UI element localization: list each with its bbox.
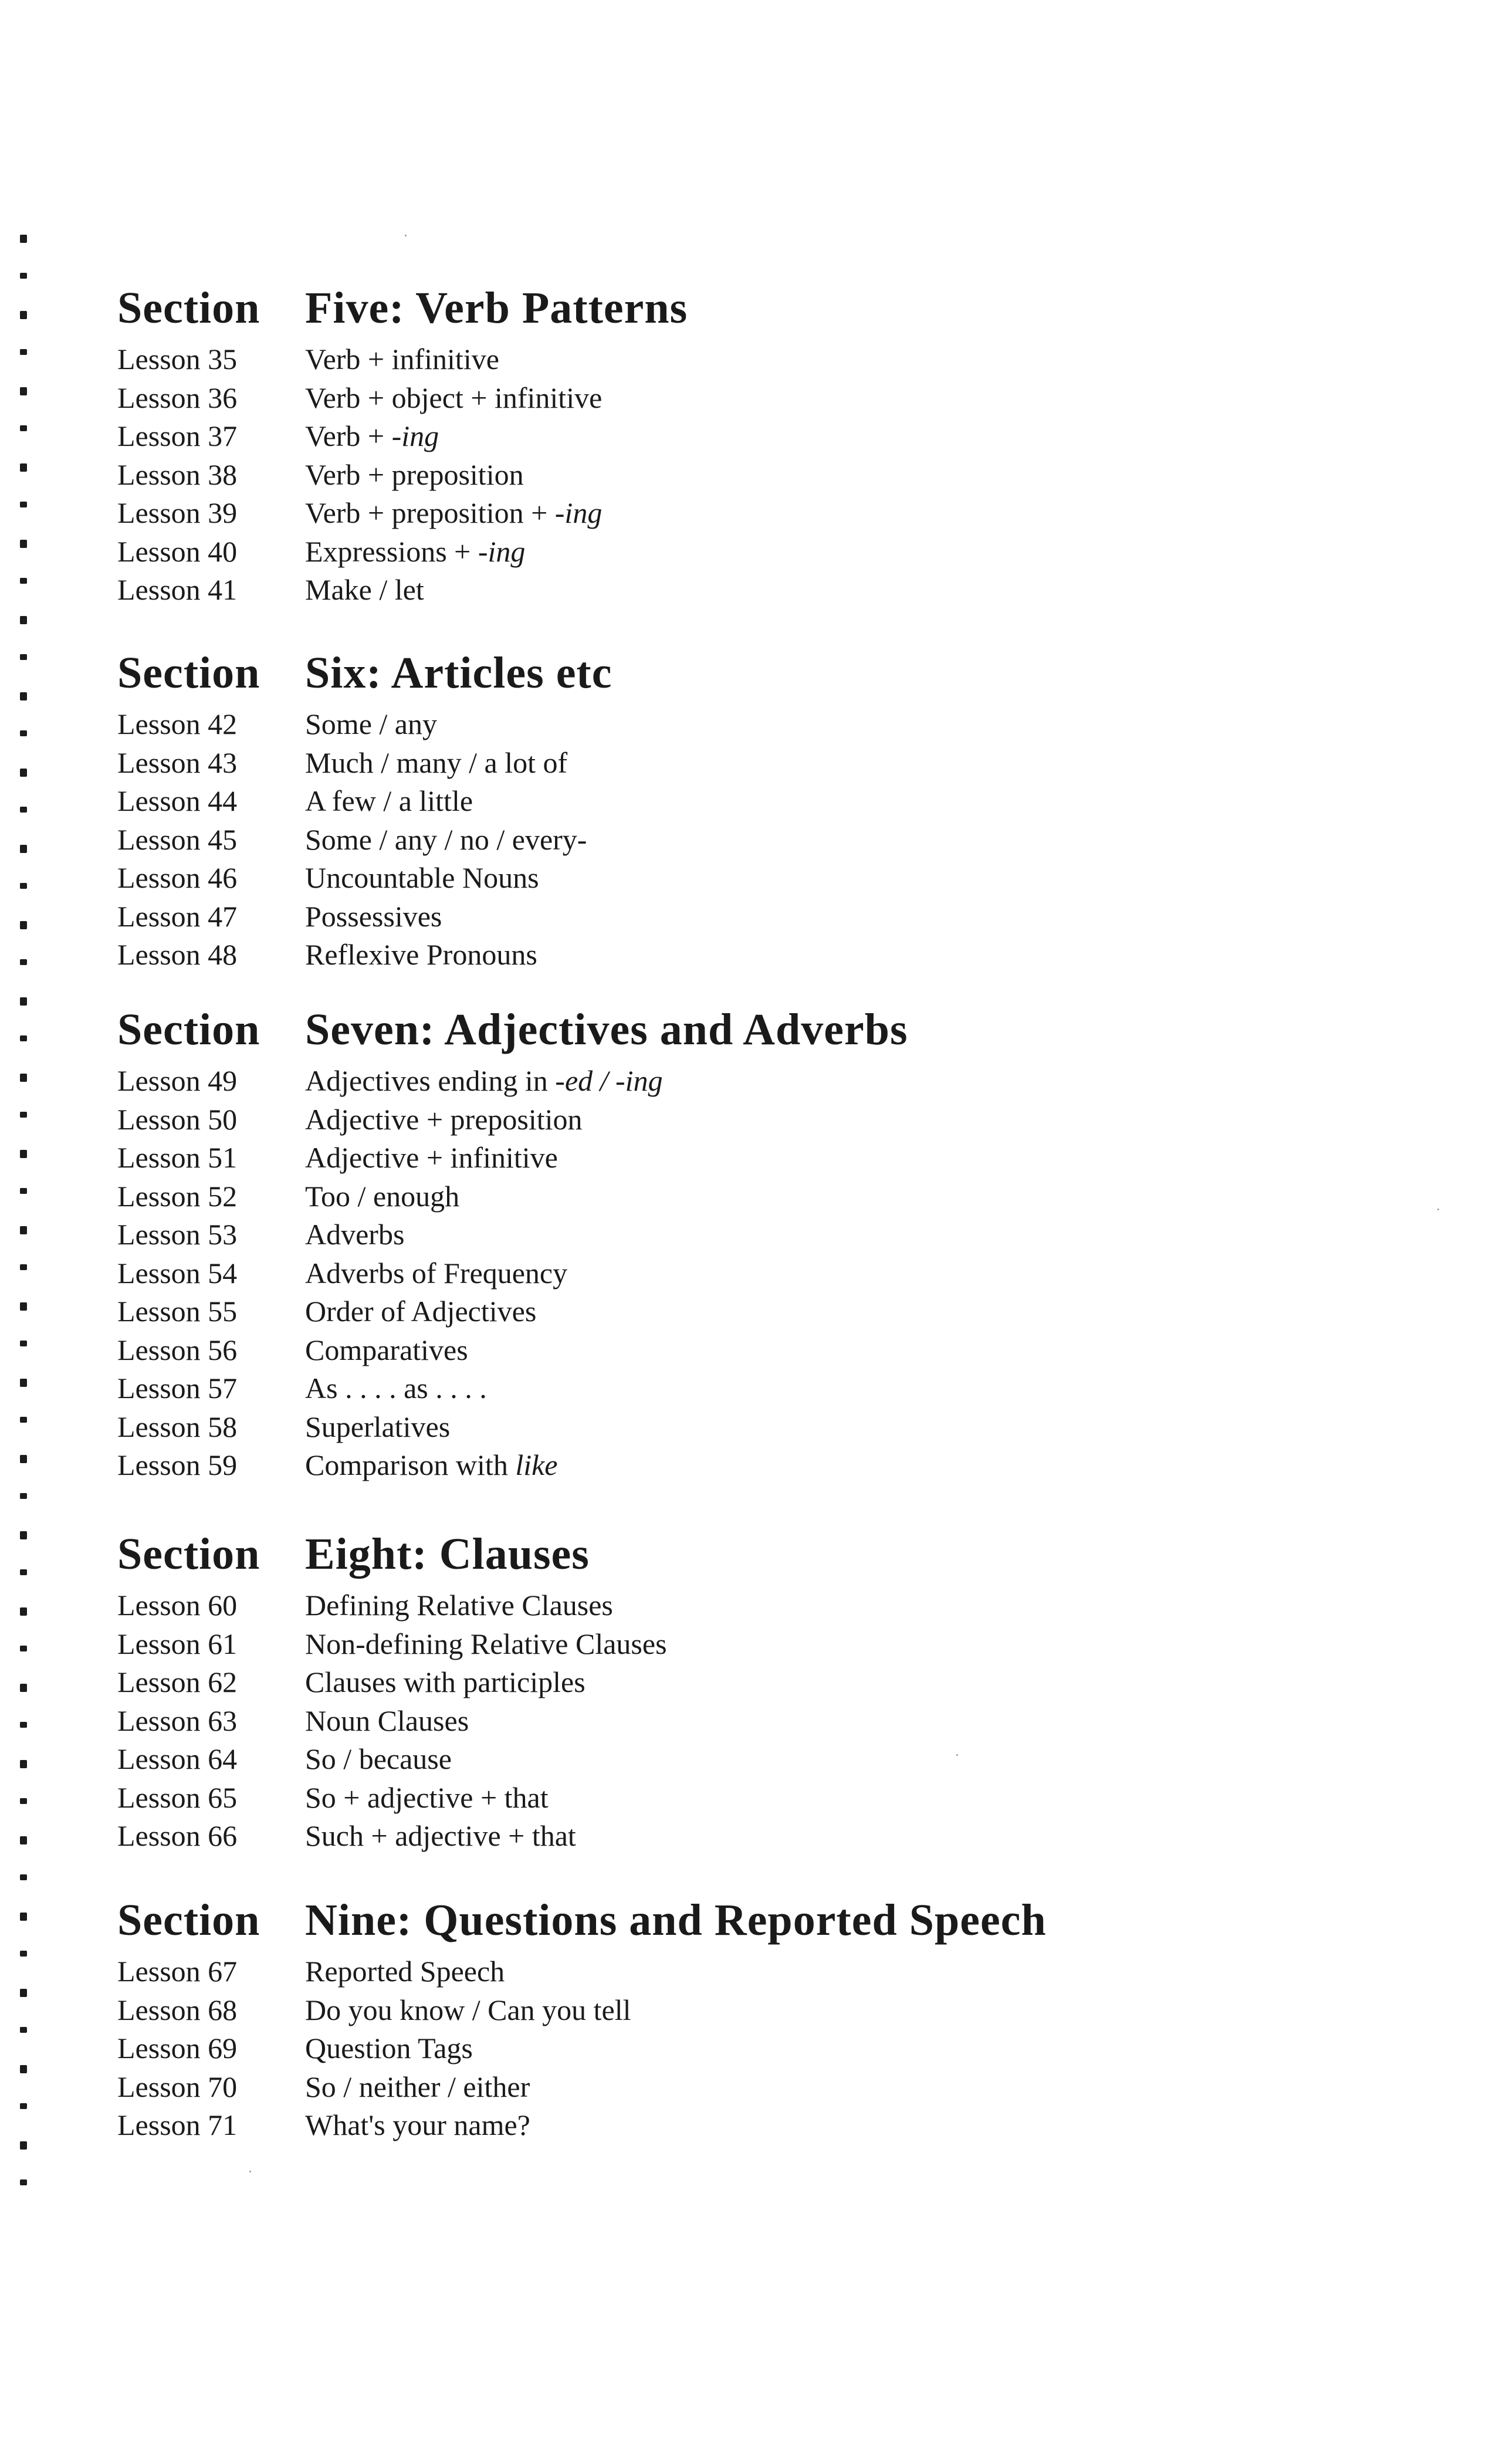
lesson-number: Lesson 66 bbox=[117, 1819, 238, 1852]
lesson-row bbox=[117, 379, 1408, 418]
lesson-number: Lesson 69 bbox=[117, 2032, 238, 2064]
lesson-row bbox=[117, 1952, 1408, 1991]
lesson-topic bbox=[305, 746, 567, 779]
lesson-topic bbox=[305, 1627, 667, 1660]
lesson-topic bbox=[305, 1781, 549, 1814]
lesson-topic-part: -ed / -ing bbox=[555, 1064, 663, 1097]
binding-hole bbox=[20, 730, 27, 736]
lesson-list bbox=[117, 340, 1408, 610]
lesson-row bbox=[117, 1779, 1408, 1817]
lesson-topic bbox=[305, 343, 499, 375]
lesson-number: Lesson 47 bbox=[117, 899, 238, 933]
lesson-row bbox=[117, 1625, 1408, 1664]
lesson-topic bbox=[305, 900, 442, 933]
section-title-text: Five: Verb Patterns bbox=[305, 283, 688, 333]
lesson-topic bbox=[305, 1141, 558, 1174]
binding-hole bbox=[20, 1493, 27, 1499]
lesson-number: Lesson 60 bbox=[117, 1589, 238, 1622]
lesson-row bbox=[117, 2106, 1408, 2145]
lesson-topic bbox=[305, 458, 524, 491]
lesson-topic-part: A few / a little bbox=[305, 784, 473, 817]
lesson-row bbox=[117, 494, 1408, 533]
section-title-text: Eight: Clauses bbox=[305, 1529, 590, 1579]
lesson-topic bbox=[305, 1955, 505, 1988]
scan-speck bbox=[1437, 1209, 1439, 1210]
binding-hole bbox=[20, 502, 27, 507]
binding-hole bbox=[20, 845, 27, 853]
binding-hole bbox=[20, 883, 27, 889]
lesson-number: Lesson 40 bbox=[117, 534, 238, 568]
lesson-topic bbox=[305, 1589, 613, 1622]
lesson-number: Lesson 64 bbox=[117, 1742, 238, 1775]
binding-hole bbox=[20, 1951, 27, 1957]
lesson-topic bbox=[305, 1666, 585, 1698]
lesson-topic-part: Make / let bbox=[305, 573, 424, 606]
binding-hole bbox=[20, 425, 27, 431]
binding-hole bbox=[20, 921, 27, 929]
binding-hole bbox=[20, 1607, 27, 1616]
binding-hole bbox=[20, 1264, 27, 1270]
lesson-topic-part: So + adjective + that bbox=[305, 1781, 549, 1814]
lesson-topic bbox=[305, 1819, 576, 1852]
lesson-number: Lesson 49 bbox=[117, 1064, 238, 1097]
binding-hole bbox=[20, 1684, 27, 1692]
binding-hole bbox=[20, 463, 27, 472]
binding-hole bbox=[20, 2141, 27, 2150]
binding-hole bbox=[20, 1531, 27, 1539]
binding-hole bbox=[20, 349, 27, 355]
lesson-topic-part: So / because bbox=[305, 1742, 452, 1775]
lesson-number: Lesson 46 bbox=[117, 861, 238, 894]
lesson-row bbox=[117, 898, 1408, 936]
section-title-lead: Section bbox=[117, 1529, 260, 1579]
lesson-topic-part: Expressions + bbox=[305, 534, 478, 568]
binding-hole bbox=[20, 2103, 27, 2109]
lesson-row bbox=[117, 1292, 1408, 1331]
lesson-topic bbox=[305, 823, 587, 856]
binding-hole bbox=[20, 1341, 27, 1346]
lesson-topic-part: Some / any / no / every- bbox=[305, 823, 587, 856]
lesson-topic bbox=[305, 861, 539, 894]
lesson-topic-part: -ing bbox=[391, 419, 439, 452]
lesson-topic-part: Verb + preposition + bbox=[305, 496, 555, 529]
binding-hole bbox=[20, 1760, 27, 1768]
lesson-row bbox=[117, 1663, 1408, 1702]
section-title-text: Nine: Questions and Reported Speech bbox=[305, 1896, 1047, 1945]
section-nine bbox=[117, 1888, 1408, 2145]
binding-hole bbox=[20, 959, 27, 965]
section-six bbox=[117, 641, 1408, 974]
lesson-topic-part: Comparatives bbox=[305, 1333, 468, 1366]
lesson-row bbox=[117, 533, 1408, 571]
lesson-row bbox=[117, 782, 1408, 821]
lesson-topic bbox=[305, 1448, 558, 1481]
lesson-topic-part: As . . . . as . . . . bbox=[305, 1372, 487, 1404]
lesson-topic bbox=[305, 2070, 530, 2103]
section-eight bbox=[117, 1522, 1408, 1856]
section-title-text: Six: Articles etc bbox=[305, 648, 612, 698]
lesson-topic bbox=[305, 708, 437, 740]
binding-hole bbox=[20, 1417, 27, 1423]
binding-hole bbox=[20, 1112, 27, 1118]
lesson-row bbox=[117, 1254, 1408, 1293]
lesson-topic bbox=[305, 1704, 469, 1737]
binding-hole bbox=[20, 1798, 27, 1804]
lesson-topic-part: Verb + preposition bbox=[305, 458, 524, 491]
lesson-number: Lesson 68 bbox=[117, 1993, 238, 2026]
section-title-lead: Section bbox=[117, 1005, 260, 1054]
lesson-topic-part: Adverbs bbox=[305, 1218, 405, 1251]
lesson-topic-part: Reported Speech bbox=[305, 1955, 505, 1988]
binding-hole bbox=[20, 1302, 27, 1311]
lesson-topic-part: Adjectives ending in bbox=[305, 1064, 556, 1097]
lesson-topic bbox=[305, 1372, 487, 1404]
binding-hole bbox=[20, 540, 27, 548]
binding-hole bbox=[20, 1150, 27, 1158]
lesson-row bbox=[117, 1101, 1408, 1139]
section-title bbox=[117, 1888, 1408, 1952]
lesson-number: Lesson 45 bbox=[117, 823, 238, 856]
lesson-number: Lesson 67 bbox=[117, 1955, 238, 1988]
lesson-list bbox=[117, 1952, 1408, 2145]
lesson-topic-part: Superlatives bbox=[305, 1410, 451, 1443]
lesson-topic bbox=[305, 1103, 583, 1136]
binding-hole bbox=[20, 807, 27, 813]
lesson-number: Lesson 54 bbox=[117, 1256, 238, 1289]
lesson-list bbox=[117, 1586, 1408, 1856]
lesson-row bbox=[117, 1139, 1408, 1177]
section-title-lead: Section bbox=[117, 283, 260, 333]
lesson-number: Lesson 55 bbox=[117, 1295, 238, 1328]
lesson-topic-part: Some / any bbox=[305, 708, 437, 740]
lesson-number: Lesson 51 bbox=[117, 1141, 238, 1174]
lesson-row bbox=[117, 2029, 1408, 2068]
binding-hole bbox=[20, 2065, 27, 2073]
lesson-row bbox=[117, 340, 1408, 379]
section-five bbox=[117, 276, 1408, 610]
section-title bbox=[117, 1522, 1408, 1586]
lesson-topic bbox=[305, 1993, 631, 2026]
binding-hole bbox=[20, 1074, 27, 1082]
lesson-topic bbox=[305, 1257, 567, 1289]
lesson-number: Lesson 36 bbox=[117, 381, 238, 414]
lesson-topic bbox=[305, 1410, 450, 1443]
lesson-topic-part: Do you know / Can you tell bbox=[305, 1993, 631, 2026]
lesson-topic-part: -ing bbox=[478, 534, 526, 568]
lesson-row bbox=[117, 1408, 1408, 1447]
lesson-topic-part: Adjective + infinitive bbox=[305, 1141, 558, 1174]
lesson-number: Lesson 56 bbox=[117, 1333, 238, 1366]
section-title-lead: Section bbox=[117, 1896, 260, 1945]
lesson-row bbox=[117, 1446, 1408, 1485]
section-seven bbox=[117, 997, 1408, 1485]
binding-hole bbox=[20, 1913, 27, 1921]
binding-hole bbox=[20, 235, 27, 243]
lesson-topic-part: Verb + bbox=[305, 419, 392, 452]
binding-hole bbox=[20, 387, 27, 395]
lesson-number: Lesson 71 bbox=[117, 2108, 238, 2141]
lesson-topic-part: Comparison with bbox=[305, 1448, 516, 1481]
lesson-topic bbox=[305, 938, 537, 971]
lesson-number: Lesson 48 bbox=[117, 938, 238, 971]
section-title-lead: Section bbox=[117, 648, 260, 698]
binding-hole bbox=[20, 2027, 27, 2033]
lesson-topic-part: Verb + object + infinitive bbox=[305, 381, 603, 414]
lesson-topic-part: Clauses with participles bbox=[305, 1666, 585, 1698]
lesson-topic bbox=[305, 381, 602, 414]
lesson-topic-part: Non-defining Relative Clauses bbox=[305, 1627, 667, 1660]
lesson-row bbox=[117, 1331, 1408, 1370]
lesson-list bbox=[117, 705, 1408, 974]
binding-hole bbox=[20, 1646, 27, 1651]
binding-hole bbox=[20, 1722, 27, 1728]
lesson-number: Lesson 43 bbox=[117, 746, 238, 779]
lesson-topic bbox=[305, 2108, 530, 2141]
lesson-number: Lesson 50 bbox=[117, 1102, 238, 1136]
lesson-number: Lesson 52 bbox=[117, 1179, 238, 1213]
lesson-row bbox=[117, 1702, 1408, 1741]
lesson-topic-part: Adjective + preposition bbox=[305, 1102, 583, 1136]
binding-hole bbox=[20, 654, 27, 660]
lesson-row bbox=[117, 859, 1408, 898]
lesson-topic-part: So / neither / either bbox=[305, 2070, 530, 2103]
lesson-row bbox=[117, 1586, 1408, 1625]
lesson-topic-part: Uncountable Nouns bbox=[305, 861, 539, 894]
lesson-topic-part: Such + adjective + that bbox=[305, 1819, 576, 1852]
lesson-row bbox=[117, 417, 1408, 456]
lesson-topic-part: Much / many / a lot of bbox=[305, 746, 568, 779]
lesson-number: Lesson 59 bbox=[117, 1448, 238, 1481]
lesson-topic bbox=[305, 1333, 468, 1366]
lesson-topic-part: Question Tags bbox=[305, 2032, 473, 2064]
lesson-topic bbox=[305, 1180, 459, 1213]
binding-hole bbox=[20, 692, 27, 700]
section-title bbox=[117, 276, 1408, 340]
lesson-topic-part: Adverbs of Frequency bbox=[305, 1256, 568, 1289]
lesson-row bbox=[117, 1817, 1408, 1856]
section-title bbox=[117, 641, 1408, 705]
lesson-topic-part: like bbox=[515, 1448, 558, 1481]
lesson-number: Lesson 38 bbox=[117, 458, 238, 491]
lesson-topic-part: Too / enough bbox=[305, 1179, 460, 1213]
lesson-topic-part: Noun Clauses bbox=[305, 1704, 469, 1737]
lesson-row bbox=[117, 456, 1408, 495]
lesson-number: Lesson 65 bbox=[117, 1781, 238, 1814]
scan-speck bbox=[249, 2171, 251, 2172]
binding-hole bbox=[20, 1569, 27, 1575]
lesson-row bbox=[117, 1740, 1408, 1779]
lesson-topic bbox=[305, 535, 525, 568]
binding-hole bbox=[20, 578, 27, 584]
lesson-number: Lesson 70 bbox=[117, 2070, 238, 2103]
lesson-number: Lesson 44 bbox=[117, 784, 238, 817]
lesson-number: Lesson 53 bbox=[117, 1218, 238, 1251]
lesson-topic-part: Verb + infinitive bbox=[305, 343, 499, 375]
lesson-number: Lesson 42 bbox=[117, 708, 238, 740]
lesson-row bbox=[117, 821, 1408, 859]
lesson-row bbox=[117, 744, 1408, 783]
lesson-row bbox=[117, 1991, 1408, 2030]
lesson-topic bbox=[305, 2032, 473, 2064]
binding-hole bbox=[20, 1226, 27, 1234]
binding-hole bbox=[20, 1035, 27, 1041]
lesson-list bbox=[117, 1062, 1408, 1485]
binding-hole bbox=[20, 1455, 27, 1463]
lesson-topic-part: -ing bbox=[554, 496, 603, 529]
lesson-topic bbox=[305, 573, 424, 606]
binding-hole bbox=[20, 1874, 27, 1880]
lesson-number: Lesson 62 bbox=[117, 1666, 238, 1698]
binding-hole bbox=[20, 2179, 27, 2185]
lesson-topic bbox=[305, 1218, 404, 1251]
lesson-number: Lesson 41 bbox=[117, 573, 238, 606]
lesson-topic bbox=[305, 784, 473, 817]
lesson-number: Lesson 61 bbox=[117, 1627, 238, 1660]
binding-hole bbox=[20, 1379, 27, 1387]
lesson-row bbox=[117, 1062, 1408, 1101]
binding-hole bbox=[20, 769, 27, 777]
lesson-topic bbox=[305, 1742, 452, 1775]
lesson-topic-part: What's your name? bbox=[305, 2108, 530, 2141]
binding-hole bbox=[20, 616, 27, 624]
binding-hole bbox=[20, 1989, 27, 1997]
lesson-row bbox=[117, 1369, 1408, 1408]
binding-hole bbox=[20, 1188, 27, 1194]
lesson-number: Lesson 63 bbox=[117, 1704, 238, 1737]
lesson-topic bbox=[305, 496, 602, 529]
lesson-row bbox=[117, 571, 1408, 610]
section-title bbox=[117, 997, 1408, 1062]
lesson-topic-part: Reflexive Pronouns bbox=[305, 938, 537, 971]
lesson-topic-part: Possessives bbox=[305, 899, 442, 933]
lesson-topic bbox=[305, 419, 439, 452]
spiral-binding bbox=[16, 235, 35, 2229]
lesson-number: Lesson 37 bbox=[117, 419, 238, 452]
lesson-topic bbox=[305, 1295, 536, 1328]
lesson-row bbox=[117, 2068, 1408, 2107]
lesson-row bbox=[117, 936, 1408, 974]
binding-hole bbox=[20, 997, 27, 1006]
binding-hole bbox=[20, 273, 27, 279]
lesson-row bbox=[117, 1177, 1408, 1216]
lesson-number: Lesson 57 bbox=[117, 1372, 238, 1404]
lesson-topic-part: Order of Adjectives bbox=[305, 1295, 537, 1328]
lesson-topic-part: Defining Relative Clauses bbox=[305, 1589, 613, 1622]
binding-hole bbox=[20, 1836, 27, 1844]
lesson-number: Lesson 58 bbox=[117, 1410, 238, 1443]
lesson-number: Lesson 39 bbox=[117, 496, 238, 529]
scan-speck bbox=[405, 235, 407, 236]
binding-hole bbox=[20, 311, 27, 319]
lesson-number: Lesson 35 bbox=[117, 343, 238, 375]
lesson-topic bbox=[305, 1064, 663, 1097]
lesson-row bbox=[117, 705, 1408, 744]
section-title-text: Seven: Adjectives and Adverbs bbox=[305, 1005, 908, 1054]
lesson-row bbox=[117, 1216, 1408, 1254]
